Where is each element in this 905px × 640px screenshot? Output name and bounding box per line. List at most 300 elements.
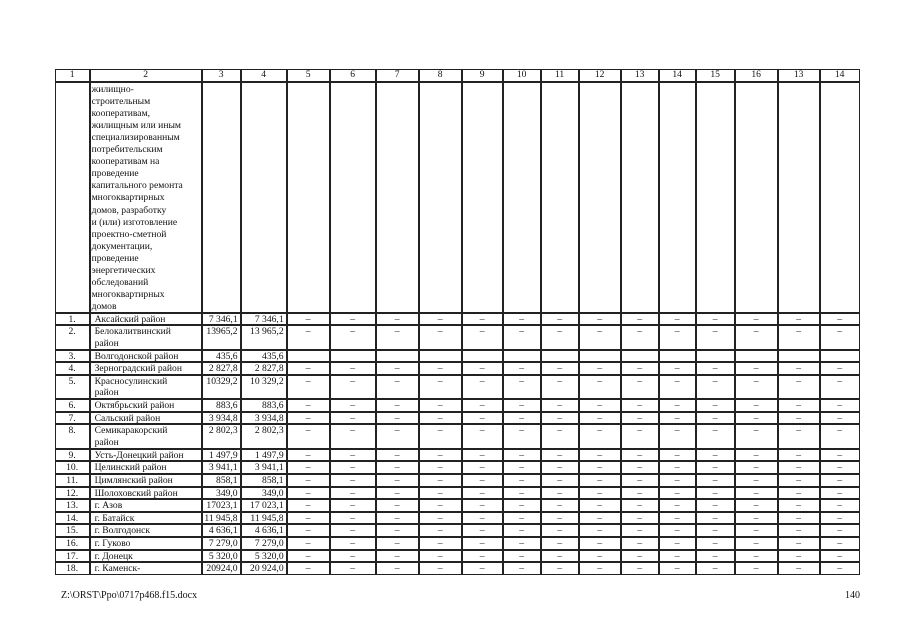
continuation-line: и (или) изготовление — [91, 216, 178, 228]
row-number: 8. — [55, 424, 90, 448]
row-dash-cell: – — [462, 399, 503, 412]
continuation-line: многоквартирных — [91, 192, 165, 204]
row-value-col3: 20924,0 — [202, 562, 241, 575]
row-dash-cell: – — [462, 499, 503, 512]
empty-cell — [659, 82, 696, 313]
row-dash-cell: – — [621, 474, 659, 487]
row-name-line: г. Волгодонск — [94, 525, 151, 537]
row-value-col3: 17023,1 — [202, 499, 241, 512]
row-dash-cell: – — [621, 487, 659, 500]
row-value-col3: 858,1 — [202, 474, 241, 487]
row-name-line: Сальский район — [94, 412, 161, 424]
row-name-line: Волгодонской район — [94, 350, 179, 362]
header-cell: 2 — [90, 69, 202, 82]
row-dash-cell: – — [735, 524, 778, 537]
row-dash-cell: – — [659, 512, 696, 525]
row-name — [90, 537, 202, 550]
row-dash-cell: – — [419, 325, 462, 349]
row-dash-cell: – — [778, 449, 820, 462]
row-name — [90, 487, 202, 500]
row-dash-cell: – — [503, 461, 541, 474]
row-name — [90, 461, 202, 474]
row-dash-cell: – — [778, 512, 820, 525]
row-dash-cell: – — [820, 550, 860, 563]
row-dash-cell: – — [376, 562, 419, 575]
row-dash-cell: – — [778, 461, 820, 474]
row-value-col4: 10 329,2 — [241, 375, 287, 399]
row-dash-cell: – — [659, 325, 696, 349]
row-value-col3: 7 279,0 — [202, 537, 241, 550]
row-dash-cell: – — [778, 550, 820, 563]
continuation-line: многоквартирных — [91, 289, 165, 301]
row-number: 12. — [55, 487, 90, 500]
row-name-line: Октябрьский район — [94, 400, 175, 412]
row-value-col3: 435,6 — [202, 350, 241, 363]
row-name-line: район — [94, 436, 119, 448]
row-dash-cell: – — [376, 399, 419, 412]
row-name-line: г. Гуково — [94, 538, 131, 549]
row-dash-cell: – — [330, 375, 376, 399]
row-dash-cell: – — [503, 424, 541, 448]
row-dash-cell: – — [778, 399, 820, 412]
row-dash-cell: – — [287, 313, 330, 326]
row-name — [90, 362, 202, 375]
row-name — [90, 449, 202, 462]
row-dash-cell: – — [330, 474, 376, 487]
row-value-col4: 7 279,0 — [241, 537, 287, 550]
row-dash-cell: – — [541, 449, 579, 462]
row-dash-cell: – — [696, 461, 735, 474]
row-dash-cell: – — [541, 550, 579, 563]
row-value-col3: 2 802,3 — [202, 424, 241, 448]
row-dash-cell: – — [330, 524, 376, 537]
header-cell: 1 — [55, 69, 90, 82]
row-dash-cell: – — [579, 362, 621, 375]
row-dash-cell: – — [376, 313, 419, 326]
row-name — [90, 325, 202, 349]
row-value-col4: 1 497,9 — [241, 449, 287, 462]
row-dash-cell: – — [621, 325, 659, 349]
row-dash-cell: – — [820, 449, 860, 462]
empty-cell — [241, 82, 287, 313]
row-dash-cell: – — [287, 449, 330, 462]
row-dash-cell: – — [330, 412, 376, 425]
row-dash-cell: – — [659, 449, 696, 462]
row-number: 2. — [55, 325, 90, 349]
row-dash-cell: – — [579, 375, 621, 399]
row-dash-cell: – — [621, 537, 659, 550]
row-dash-cell: – — [735, 313, 778, 326]
row-dash-cell: – — [820, 524, 860, 537]
row-dash-cell: – — [376, 537, 419, 550]
continuation-line: обследований — [91, 277, 149, 289]
row-dash-cell: – — [820, 512, 860, 525]
row-dash-cell: – — [419, 313, 462, 326]
row-dash-cell: – — [419, 424, 462, 448]
row-dash-cell — [462, 350, 503, 363]
row-dash-cell: – — [330, 399, 376, 412]
header-cell: 15 — [696, 69, 735, 82]
row-dash-cell — [541, 350, 579, 363]
row-dash-cell: – — [621, 499, 659, 512]
row-dash-cell — [419, 350, 462, 363]
empty-cell — [202, 82, 241, 313]
row-dash-cell: – — [503, 474, 541, 487]
row-dash-cell: – — [462, 487, 503, 500]
row-dash-cell: – — [820, 399, 860, 412]
row-dash-cell: – — [541, 412, 579, 425]
row-dash-cell: – — [462, 424, 503, 448]
row-dash-cell: – — [541, 512, 579, 525]
row-dash-cell: – — [621, 562, 659, 575]
row-value-col4: 858,1 — [241, 474, 287, 487]
row-dash-cell: – — [696, 375, 735, 399]
row-name — [90, 550, 202, 563]
continuation-text — [90, 82, 202, 313]
row-dash-cell: – — [419, 550, 462, 563]
row-name — [90, 313, 202, 326]
row-dash-cell: – — [376, 449, 419, 462]
row-name — [90, 499, 202, 512]
empty-cell — [820, 82, 860, 313]
row-number: 14. — [55, 512, 90, 525]
row-value-col3: 13965,2 — [202, 325, 241, 349]
row-dash-cell: – — [579, 562, 621, 575]
continuation-line: кооперативам на — [91, 156, 160, 168]
row-dash-cell: – — [659, 524, 696, 537]
row-name-line: Усть-Донецкий район — [94, 449, 184, 461]
empty-cell — [541, 82, 579, 313]
row-dash-cell: – — [735, 449, 778, 462]
row-dash-cell: – — [419, 524, 462, 537]
row-dash-cell: – — [419, 487, 462, 500]
row-dash-cell: – — [735, 424, 778, 448]
row-dash-cell: – — [696, 487, 735, 500]
empty-cell — [462, 82, 503, 313]
row-dash-cell: – — [579, 550, 621, 563]
row-dash-cell: – — [621, 461, 659, 474]
row-dash-cell: – — [820, 537, 860, 550]
row-value-col4: 13 965,2 — [241, 325, 287, 349]
row-dash-cell: – — [820, 362, 860, 375]
row-dash-cell: – — [579, 399, 621, 412]
row-dash-cell: – — [376, 499, 419, 512]
row-dash-cell: – — [820, 424, 860, 448]
row-dash-cell: – — [503, 499, 541, 512]
row-dash-cell — [621, 350, 659, 363]
row-dash-cell: – — [287, 461, 330, 474]
row-dash-cell: – — [376, 362, 419, 375]
row-dash-cell: – — [503, 375, 541, 399]
row-dash-cell: – — [462, 537, 503, 550]
row-dash-cell: – — [820, 474, 860, 487]
header-cell: 7 — [376, 69, 419, 82]
row-dash-cell: – — [462, 449, 503, 462]
header-cell: 10 — [503, 69, 541, 82]
row-dash-cell: – — [621, 399, 659, 412]
continuation-line: проектно-сметной — [91, 228, 167, 240]
row-name-line: район — [94, 387, 119, 399]
row-name — [90, 512, 202, 525]
continuation-line: жилищным или иным — [91, 119, 181, 131]
row-dash-cell: – — [778, 424, 820, 448]
row-dash-cell: – — [820, 313, 860, 326]
row-dash-cell: – — [376, 487, 419, 500]
row-dash-cell: – — [541, 325, 579, 349]
row-dash-cell: – — [735, 325, 778, 349]
row-name — [90, 524, 202, 537]
row-dash-cell: – — [778, 375, 820, 399]
page-number: 140 — [845, 590, 860, 601]
row-dash-cell: – — [419, 474, 462, 487]
row-value-col3: 3 934,8 — [202, 412, 241, 425]
row-dash-cell: – — [778, 313, 820, 326]
row-name-line: г. Каменск- — [94, 563, 141, 575]
row-dash-cell: – — [330, 562, 376, 575]
row-name-line: Аксайский район — [94, 313, 166, 325]
row-dash-cell: – — [579, 325, 621, 349]
row-name-line: г. Азов — [94, 500, 123, 512]
row-dash-cell: – — [820, 499, 860, 512]
row-dash-cell: – — [735, 562, 778, 575]
row-dash-cell — [778, 350, 820, 363]
continuation-line: специализированным — [91, 131, 180, 143]
row-dash-cell: – — [621, 512, 659, 525]
row-value-col4: 435,6 — [241, 350, 287, 363]
header-cell: 12 — [579, 69, 621, 82]
row-dash-cell: – — [503, 524, 541, 537]
continuation-line: проведение — [91, 252, 139, 264]
row-dash-cell: – — [503, 550, 541, 563]
row-dash-cell: – — [330, 512, 376, 525]
continuation-line: документации, — [91, 240, 153, 252]
row-dash-cell: – — [541, 313, 579, 326]
header-cell: 4 — [241, 69, 287, 82]
row-dash-cell: – — [696, 424, 735, 448]
row-dash-cell: – — [541, 474, 579, 487]
row-dash-cell: – — [579, 524, 621, 537]
row-dash-cell: – — [330, 313, 376, 326]
continuation-line: проведение — [91, 168, 139, 180]
row-dash-cell — [503, 350, 541, 363]
header-cell: 14 — [659, 69, 696, 82]
row-dash-cell: – — [503, 537, 541, 550]
row-dash-cell: – — [462, 524, 503, 537]
row-dash-cell: – — [735, 499, 778, 512]
row-dash-cell — [820, 350, 860, 363]
row-dash-cell: – — [462, 362, 503, 375]
row-dash-cell: – — [541, 562, 579, 575]
row-number: 4. — [55, 362, 90, 375]
row-dash-cell: – — [462, 474, 503, 487]
row-dash-cell: – — [419, 362, 462, 375]
header-cell: 13 — [621, 69, 659, 82]
row-name — [90, 562, 202, 575]
row-dash-cell: – — [696, 512, 735, 525]
row-dash-cell: – — [376, 474, 419, 487]
row-dash-cell: – — [579, 412, 621, 425]
row-dash-cell: – — [659, 362, 696, 375]
row-value-col3: 10329,2 — [202, 375, 241, 399]
row-dash-cell: – — [376, 512, 419, 525]
row-value-col4: 349,0 — [241, 487, 287, 500]
row-dash-cell: – — [778, 499, 820, 512]
row-value-col4: 5 320,0 — [241, 550, 287, 563]
row-dash-cell: – — [503, 399, 541, 412]
header-cell: 13 — [778, 69, 820, 82]
row-name — [90, 424, 202, 448]
empty-cell — [55, 82, 90, 313]
row-dash-cell: – — [287, 512, 330, 525]
row-dash-cell: – — [735, 550, 778, 563]
row-dash-cell: – — [287, 362, 330, 375]
row-dash-cell: – — [621, 412, 659, 425]
row-dash-cell — [330, 350, 376, 363]
empty-cell — [778, 82, 820, 313]
row-name-line: Семикаракорский — [94, 425, 168, 437]
row-dash-cell — [735, 350, 778, 363]
row-number: 11. — [55, 474, 90, 487]
row-dash-cell: – — [621, 375, 659, 399]
row-dash-cell: – — [541, 487, 579, 500]
row-value-col3: 7 346,1 — [202, 313, 241, 326]
row-dash-cell — [659, 350, 696, 363]
row-dash-cell: – — [659, 499, 696, 512]
row-dash-cell: – — [376, 461, 419, 474]
continuation-line: потребительским — [91, 144, 163, 156]
row-dash-cell: – — [462, 461, 503, 474]
row-dash-cell: – — [579, 313, 621, 326]
row-value-col4: 11 945,8 — [241, 512, 287, 525]
row-dash-cell — [287, 350, 330, 363]
row-value-col4: 4 636,1 — [241, 524, 287, 537]
row-dash-cell: – — [621, 362, 659, 375]
row-dash-cell: – — [330, 449, 376, 462]
row-number: 15. — [55, 524, 90, 537]
row-number: 1. — [55, 313, 90, 326]
row-dash-cell: – — [419, 461, 462, 474]
row-number: 9. — [55, 449, 90, 462]
row-dash-cell: – — [735, 474, 778, 487]
row-name — [90, 350, 202, 363]
row-value-col4: 2 827,8 — [241, 362, 287, 375]
row-dash-cell: – — [579, 512, 621, 525]
row-dash-cell: – — [287, 424, 330, 448]
row-number: 6. — [55, 399, 90, 412]
row-dash-cell: – — [462, 313, 503, 326]
row-dash-cell: – — [778, 537, 820, 550]
row-dash-cell: – — [659, 375, 696, 399]
row-value-col3: 3 941,1 — [202, 461, 241, 474]
row-dash-cell: – — [659, 474, 696, 487]
row-dash-cell: – — [541, 424, 579, 448]
row-name-line: район — [94, 337, 119, 349]
row-dash-cell: – — [330, 499, 376, 512]
row-dash-cell: – — [696, 550, 735, 563]
row-dash-cell: – — [503, 313, 541, 326]
row-dash-cell: – — [419, 399, 462, 412]
row-dash-cell: – — [579, 487, 621, 500]
row-dash-cell — [579, 350, 621, 363]
row-dash-cell: – — [820, 325, 860, 349]
row-dash-cell — [376, 350, 419, 363]
row-dash-cell: – — [287, 499, 330, 512]
row-dash-cell: – — [419, 499, 462, 512]
row-dash-cell: – — [778, 474, 820, 487]
continuation-line: строительным — [91, 95, 151, 107]
row-name-line: Красносулинский — [94, 375, 168, 387]
row-name — [90, 412, 202, 425]
row-dash-cell: – — [579, 449, 621, 462]
row-dash-cell: – — [696, 537, 735, 550]
row-dash-cell: – — [541, 375, 579, 399]
row-dash-cell: – — [621, 424, 659, 448]
continuation-line: домов — [91, 301, 117, 313]
row-number: 16. — [55, 537, 90, 550]
row-dash-cell: – — [621, 313, 659, 326]
row-name-line: г. Батайск — [94, 512, 135, 524]
row-dash-cell: – — [541, 499, 579, 512]
row-dash-cell: – — [579, 461, 621, 474]
row-name-line: Шолоховский район — [94, 487, 178, 499]
row-dash-cell: – — [376, 524, 419, 537]
row-name-line: Цимлянский район — [94, 475, 173, 486]
row-dash-cell: – — [696, 313, 735, 326]
row-dash-cell: – — [778, 325, 820, 349]
row-name-line: Белокалитвинский — [94, 326, 171, 338]
row-dash-cell: – — [376, 424, 419, 448]
row-dash-cell: – — [696, 474, 735, 487]
header-cell: 3 — [202, 69, 241, 82]
header-cell: 5 — [287, 69, 330, 82]
row-number: 18. — [55, 562, 90, 575]
continuation-line: капитального ремонта — [91, 180, 183, 192]
row-value-col4: 17 023,1 — [241, 499, 287, 512]
row-dash-cell: – — [659, 461, 696, 474]
row-dash-cell: – — [287, 375, 330, 399]
row-dash-cell: – — [462, 412, 503, 425]
row-dash-cell: – — [330, 325, 376, 349]
row-dash-cell: – — [778, 562, 820, 575]
row-dash-cell: – — [503, 512, 541, 525]
row-dash-cell: – — [820, 461, 860, 474]
row-value-col4: 7 346,1 — [241, 313, 287, 326]
row-dash-cell: – — [419, 562, 462, 575]
empty-cell — [503, 82, 541, 313]
row-dash-cell: – — [579, 424, 621, 448]
row-dash-cell: – — [659, 487, 696, 500]
row-dash-cell: – — [579, 537, 621, 550]
row-dash-cell: – — [735, 362, 778, 375]
row-name — [90, 375, 202, 399]
row-dash-cell: – — [541, 461, 579, 474]
row-dash-cell: – — [621, 524, 659, 537]
header-cell: 8 — [419, 69, 462, 82]
row-dash-cell: – — [579, 474, 621, 487]
empty-cell — [579, 82, 621, 313]
row-dash-cell: – — [419, 412, 462, 425]
row-dash-cell: – — [287, 325, 330, 349]
row-dash-cell: – — [541, 399, 579, 412]
row-dash-cell: – — [330, 537, 376, 550]
row-dash-cell: – — [287, 399, 330, 412]
row-value-col3: 4 636,1 — [202, 524, 241, 537]
row-dash-cell: – — [376, 325, 419, 349]
row-dash-cell: – — [621, 550, 659, 563]
row-dash-cell: – — [659, 399, 696, 412]
row-dash-cell: – — [287, 487, 330, 500]
row-dash-cell: – — [820, 562, 860, 575]
